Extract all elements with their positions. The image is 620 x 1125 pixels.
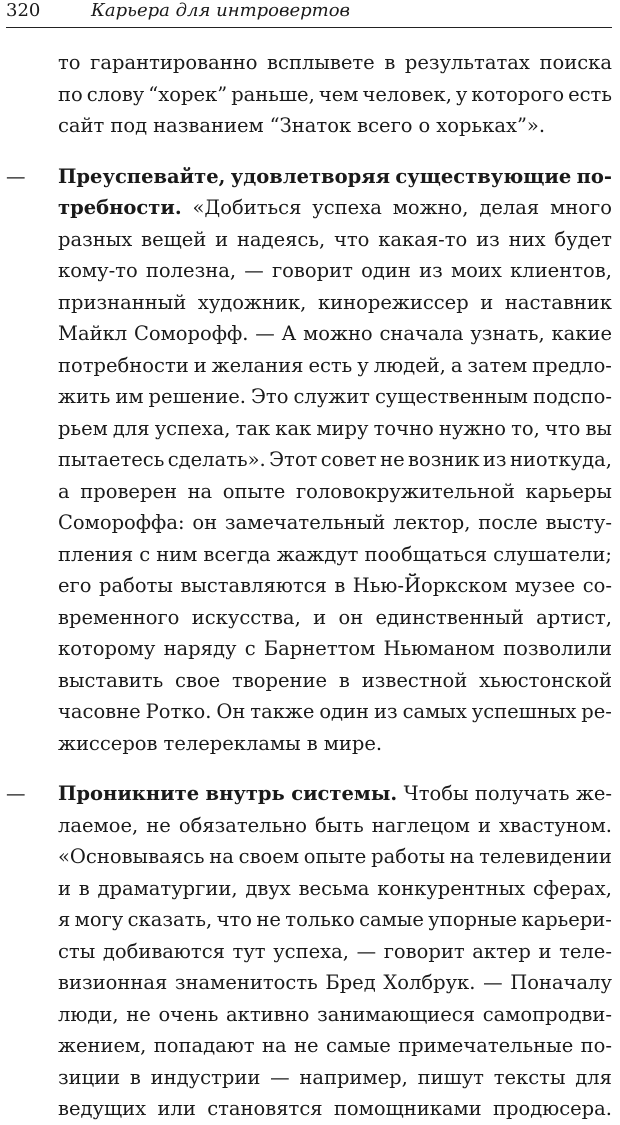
word: своем (238, 845, 300, 868)
page-body (0, 47, 612, 1125)
text-line (0, 255, 612, 287)
word: — (244, 259, 264, 282)
word: позволили (503, 637, 612, 660)
word: пишут (417, 1065, 484, 1089)
word: быть (315, 813, 364, 837)
text-line (0, 665, 612, 697)
word: слушатели; (493, 542, 612, 566)
word: говорит (271, 259, 353, 282)
text-line (0, 936, 612, 968)
word: искусства, (191, 605, 301, 629)
word: обязательно (178, 813, 307, 837)
word: добиваются (102, 939, 225, 963)
word: лаемое, (58, 813, 139, 837)
word: замечательный (224, 511, 386, 534)
word: сначала (379, 322, 464, 345)
word: поиска (539, 51, 612, 74)
word: и (193, 353, 207, 377)
text-line (0, 873, 612, 905)
word: работы (98, 574, 173, 597)
word: тут (232, 939, 266, 963)
text-line (0, 999, 612, 1031)
bold-word: Преуспевайте, (58, 164, 226, 188)
word: художник, (197, 290, 307, 314)
text-line (0, 161, 612, 193)
word: рьем (58, 416, 108, 440)
word: сферах, (532, 876, 612, 900)
word: получать (474, 782, 570, 805)
word: предло- (532, 353, 612, 377)
word: которому (58, 637, 156, 660)
word: «Добиться (192, 196, 302, 219)
word: о (418, 114, 431, 137)
word: на (449, 845, 475, 868)
word: Он (216, 700, 246, 723)
word: в (384, 51, 396, 74)
word: разных (58, 227, 133, 251)
word: телерекламы (163, 731, 301, 755)
text-line (0, 444, 612, 476)
word: и (480, 290, 494, 314)
word: самых (402, 700, 467, 723)
word: раньше, (231, 82, 315, 106)
word: — (255, 322, 275, 345)
word: что (216, 908, 253, 931)
word: не (380, 448, 405, 471)
word: точно (373, 416, 434, 440)
word: Нью-Йоркском (352, 574, 508, 597)
word: хвастуном. (499, 813, 612, 837)
word: ведущих (58, 1097, 147, 1120)
word: полезна, (145, 259, 237, 282)
word: Холбрук. (383, 971, 476, 994)
word: индустрии (150, 1065, 261, 1089)
word: с (244, 637, 256, 660)
word: из (476, 227, 500, 251)
word: один (319, 700, 370, 723)
word: и (538, 939, 552, 963)
word: часовне (58, 700, 141, 723)
text-line (0, 728, 612, 760)
text-line (0, 224, 612, 256)
word: — (483, 971, 503, 994)
word: музее (514, 574, 576, 597)
text-line (0, 192, 612, 224)
word: после (478, 511, 538, 534)
word: а (58, 479, 70, 503)
word: желания (211, 353, 304, 377)
word: он (338, 605, 364, 629)
word: служит (293, 385, 370, 408)
word: становятся (207, 1097, 323, 1120)
text-line (0, 904, 612, 936)
word: на (261, 1034, 287, 1057)
word: вещей (141, 227, 207, 251)
word: его (58, 574, 92, 597)
word: самопродви- (482, 1002, 612, 1026)
word: жиссеров (58, 731, 158, 755)
word: Это (251, 385, 289, 408)
word: а (450, 353, 463, 377)
text-line (0, 476, 612, 508)
word: попадают (153, 1034, 255, 1057)
word: решение. (148, 385, 246, 408)
word: всего (357, 114, 413, 137)
word: и (58, 876, 71, 900)
word: кинорежиссер (317, 290, 469, 314)
word: опыте (303, 845, 367, 868)
word: чем (318, 82, 359, 106)
word: существенным (375, 385, 528, 408)
text-line (0, 318, 612, 350)
word: жаждут (276, 542, 359, 566)
word: пообщаться (364, 542, 488, 566)
word: не (294, 1034, 319, 1057)
word: Чтобы (403, 782, 469, 805)
word: гарантированно (90, 51, 258, 74)
word: нужно (438, 416, 507, 440)
word: много (550, 196, 612, 219)
word: моих (450, 259, 502, 282)
word: люди, (58, 1002, 119, 1026)
word: визионная (58, 971, 168, 994)
word: же- (575, 782, 612, 805)
text-line (0, 1062, 612, 1094)
word: по (58, 82, 83, 106)
word: Ротко. (145, 700, 212, 723)
word: выставляются (180, 574, 327, 597)
word: самые (325, 1034, 391, 1057)
bold-word: системы. (291, 782, 398, 805)
word: тексты (493, 1065, 566, 1089)
word: под (110, 114, 148, 137)
word: для (112, 416, 150, 440)
word: миру (316, 416, 369, 440)
word: по- (580, 1034, 612, 1057)
word: зиции (58, 1065, 121, 1089)
word: — (356, 939, 377, 963)
text-line (0, 507, 612, 539)
bold-word: внутрь (205, 782, 285, 805)
word: что (544, 416, 581, 440)
bold-word: требности. (58, 196, 182, 219)
word: слову (86, 82, 145, 106)
word: успеха, (273, 939, 349, 963)
word: головокружительной (295, 479, 515, 503)
word: них (508, 227, 546, 251)
word: на (209, 845, 234, 868)
word: у (357, 353, 369, 377)
word: — (270, 1065, 290, 1089)
word: временного (58, 605, 180, 629)
word: единственный (375, 605, 524, 629)
word: продюсера. (493, 1097, 612, 1120)
word: творение (232, 668, 328, 692)
word: Майкл (58, 322, 128, 345)
word: всегда (203, 542, 271, 566)
word: занимающиеся (317, 1002, 475, 1026)
word: ним (156, 542, 198, 566)
text-line (0, 350, 612, 382)
word: результатах (404, 51, 530, 74)
word: подспо- (533, 385, 612, 408)
word: совет (320, 448, 377, 471)
word: наряду (163, 637, 237, 660)
word: высту- (545, 511, 612, 534)
word: он (192, 511, 218, 534)
word: в (334, 574, 346, 597)
word: Барнеттом (263, 637, 376, 660)
word: теле- (559, 939, 612, 963)
word: свое (175, 668, 221, 692)
word: например, (299, 1065, 408, 1089)
paragraph-gap (0, 759, 612, 778)
word: надеясь, (236, 227, 326, 251)
word: сказать, (127, 908, 213, 931)
word: успеха (312, 196, 382, 219)
word: успеха, (154, 416, 231, 440)
text-line (0, 602, 612, 634)
word: активно (226, 1002, 310, 1026)
word: я (58, 908, 71, 931)
word: всплывете (267, 51, 375, 74)
word: телевидении (479, 845, 612, 868)
word: конкурентных (377, 876, 526, 900)
word: жить (58, 385, 111, 408)
word: на (187, 479, 213, 503)
word: узнать, (470, 322, 545, 345)
word: как (275, 416, 312, 440)
word: артист, (536, 605, 612, 629)
text-line (0, 810, 612, 842)
word: двух (245, 876, 291, 900)
paragraph (0, 778, 612, 1125)
paragraph-gap (0, 142, 612, 161)
word: из (482, 448, 507, 471)
word: актер (472, 939, 531, 963)
word: человек, (362, 82, 452, 106)
word: драматургии, (97, 876, 238, 900)
word: наглецом (371, 813, 470, 837)
text-line (0, 696, 612, 728)
word: Сомороффа: (58, 511, 185, 534)
word: со- (582, 574, 612, 597)
word: у (455, 82, 468, 106)
word: Бред (325, 971, 376, 994)
word: и (215, 227, 229, 251)
word: выставить (58, 668, 164, 692)
word: могу (74, 908, 124, 931)
bold-word: существующие (395, 164, 572, 188)
text-line (0, 110, 612, 142)
word: возник (408, 448, 480, 471)
word: Соморофф. (133, 322, 249, 345)
word: один (361, 259, 411, 282)
text-line (0, 413, 612, 445)
text-line (0, 381, 612, 413)
word: «Основываясь (58, 845, 205, 868)
running-title: Карьера для интровертов (91, 0, 351, 21)
word: пытаетесь (58, 448, 165, 471)
paragraph (0, 161, 612, 760)
word: Этот (269, 448, 318, 471)
text-line (0, 539, 612, 571)
word: вы (585, 416, 612, 440)
word: известной (361, 668, 468, 692)
word: знаменитость (174, 971, 318, 994)
text-line (0, 1093, 612, 1125)
word: из (419, 259, 443, 282)
word: сделать». (167, 448, 266, 471)
word: сайт (58, 114, 105, 137)
word: и (313, 605, 327, 629)
word: признанный (58, 290, 187, 314)
text-line (0, 967, 612, 999)
word: опыте (222, 479, 286, 503)
word: говорит (383, 939, 465, 963)
word: хьюстонской (479, 668, 612, 692)
word: которого (471, 82, 565, 106)
text-line (0, 841, 612, 873)
text-line (0, 47, 612, 79)
line-text (58, 778, 612, 810)
running-header (6, 0, 612, 28)
em-dash: — (6, 164, 26, 188)
word: людей, (373, 353, 446, 377)
word: мире. (323, 731, 383, 755)
word: кому-то (58, 259, 138, 282)
bold-word: удовлетворяя (230, 164, 391, 188)
word: есть (308, 353, 353, 377)
text-line (0, 79, 612, 111)
word: карьеры (525, 479, 612, 503)
word: также (250, 700, 315, 723)
bold-word: Проникните (58, 782, 200, 805)
word: какая-то (378, 227, 468, 251)
word: упорные (428, 908, 518, 931)
text-line (0, 570, 612, 602)
word: жением, (58, 1034, 147, 1057)
word: самые (359, 908, 424, 931)
word: из (374, 700, 398, 723)
word: проверен (80, 479, 177, 503)
word: так (235, 416, 271, 440)
word: работы (371, 845, 446, 868)
word: потребности (58, 353, 189, 377)
word: лектор, (393, 511, 471, 534)
word: есть (568, 82, 612, 106)
word: им (115, 385, 144, 408)
word: примечательные (398, 1034, 574, 1057)
word: делая (479, 196, 540, 219)
line-text (58, 161, 612, 193)
word: будет (554, 227, 612, 251)
text-line (0, 1030, 612, 1062)
word: затем (467, 353, 528, 377)
word: успешных (471, 700, 577, 723)
word: не (146, 813, 171, 837)
word: и (478, 813, 491, 837)
word: в (306, 731, 318, 755)
word: весьма (298, 876, 370, 900)
word: сты (58, 939, 96, 963)
page-number: 320 (6, 0, 41, 21)
word: пления (58, 542, 134, 566)
word: то (58, 51, 81, 74)
word: то, (511, 416, 540, 440)
word: в (338, 668, 350, 692)
word: ре- (581, 700, 612, 723)
word: можно, (392, 196, 469, 219)
word: наставник (504, 290, 612, 314)
bold-word: по- (576, 164, 612, 188)
word: только (285, 908, 355, 931)
word: не (126, 1002, 151, 1026)
word: не (256, 908, 281, 931)
word: какие (551, 322, 612, 345)
word: клиентов, (510, 259, 612, 282)
em-dash: — (6, 782, 26, 805)
word: хорьках”». (436, 114, 546, 137)
word: можно (303, 322, 373, 345)
word: названием (153, 114, 264, 137)
word: с (139, 542, 151, 566)
word: помощниками (333, 1097, 482, 1120)
word: или (157, 1097, 196, 1120)
paragraph (0, 47, 612, 142)
word: очень (158, 1002, 219, 1026)
word: “Знаток (269, 114, 352, 137)
word: А (281, 322, 297, 345)
word: в (129, 1065, 141, 1089)
word: “хорек” (148, 82, 228, 106)
word: ниоткуда, (509, 448, 612, 471)
word: карьери- (521, 908, 612, 931)
word: для (575, 1065, 612, 1089)
word: в (78, 876, 90, 900)
word: что (333, 227, 370, 251)
word: Ньюманом (383, 637, 495, 660)
word: Поначалу (510, 971, 612, 994)
text-line (0, 633, 612, 665)
text-line (0, 778, 612, 810)
text-line (0, 287, 612, 319)
